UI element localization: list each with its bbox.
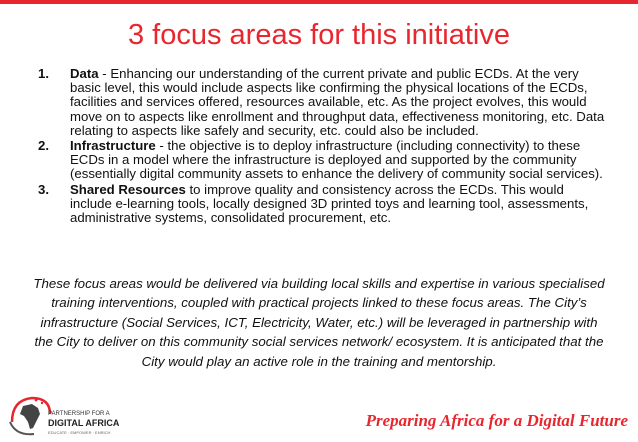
slide-title: 3 focus areas for this initiative [127, 19, 510, 51]
list-item [38, 139, 608, 182]
item-heading: Data [70, 66, 99, 81]
logo-line1: PARTNERSHIP FOR A [48, 411, 110, 417]
item-text: to improve quality and consistency across the ECDs. This would include e-learning tools, locally designed 3D printed toys and learning tool, assessments, administrative systems, consolidated procurement, etc. [70, 181, 589, 226]
item-text: - the objective is to deploy infrastructure (including connectivity) to these ECDs in a model where the infrastructure is deployed and supported by the community (essentially digital community assets to enhance the delivery of community social services). [70, 138, 603, 182]
item-text: - Enhancing our understanding of the current private and public ECDs. At the very basic level, this would include aspects like confirming the physical locations of the ECDs, facilities and services offered, resources available, etc. As the project evolves, this would move on to aspects like enrollment and throughput data, effectiveness monitoring, etc. Data relating to aspects like safely and security, etc. could also be included. [70, 66, 605, 138]
focus-areas-list [38, 67, 608, 226]
item-number: 1. [38, 66, 49, 81]
tagline: Preparing Africa for a Digital Future [365, 411, 628, 430]
top-accent-bar [0, 0, 638, 4]
logo-line3: EDUCATE · EMPOWER · ENRICH [48, 430, 111, 435]
logo-text [48, 410, 119, 437]
item-heading: Infrastructure [70, 138, 156, 154]
summary-paragraph: These focus areas would be delivered via building local skills and expertise in various specialised training interventions, coupled with practical projects linked to these focus areas. The City’s infrastructure (Social Services, ICT, Electricity, Water, etc.) will be leveraged in partnership with the City to deliver on this community social services network/ ecosystem. It is anticipated that the City would play an active role in the training and mentorship. [33, 276, 605, 369]
item-number: 2. [38, 138, 49, 154]
list-item [38, 67, 608, 138]
item-heading: Shared Resources [70, 181, 186, 197]
list-item [38, 183, 608, 226]
item-number: 3. [38, 181, 49, 197]
logo-line2: DIGITAL AFRICA [48, 418, 120, 428]
